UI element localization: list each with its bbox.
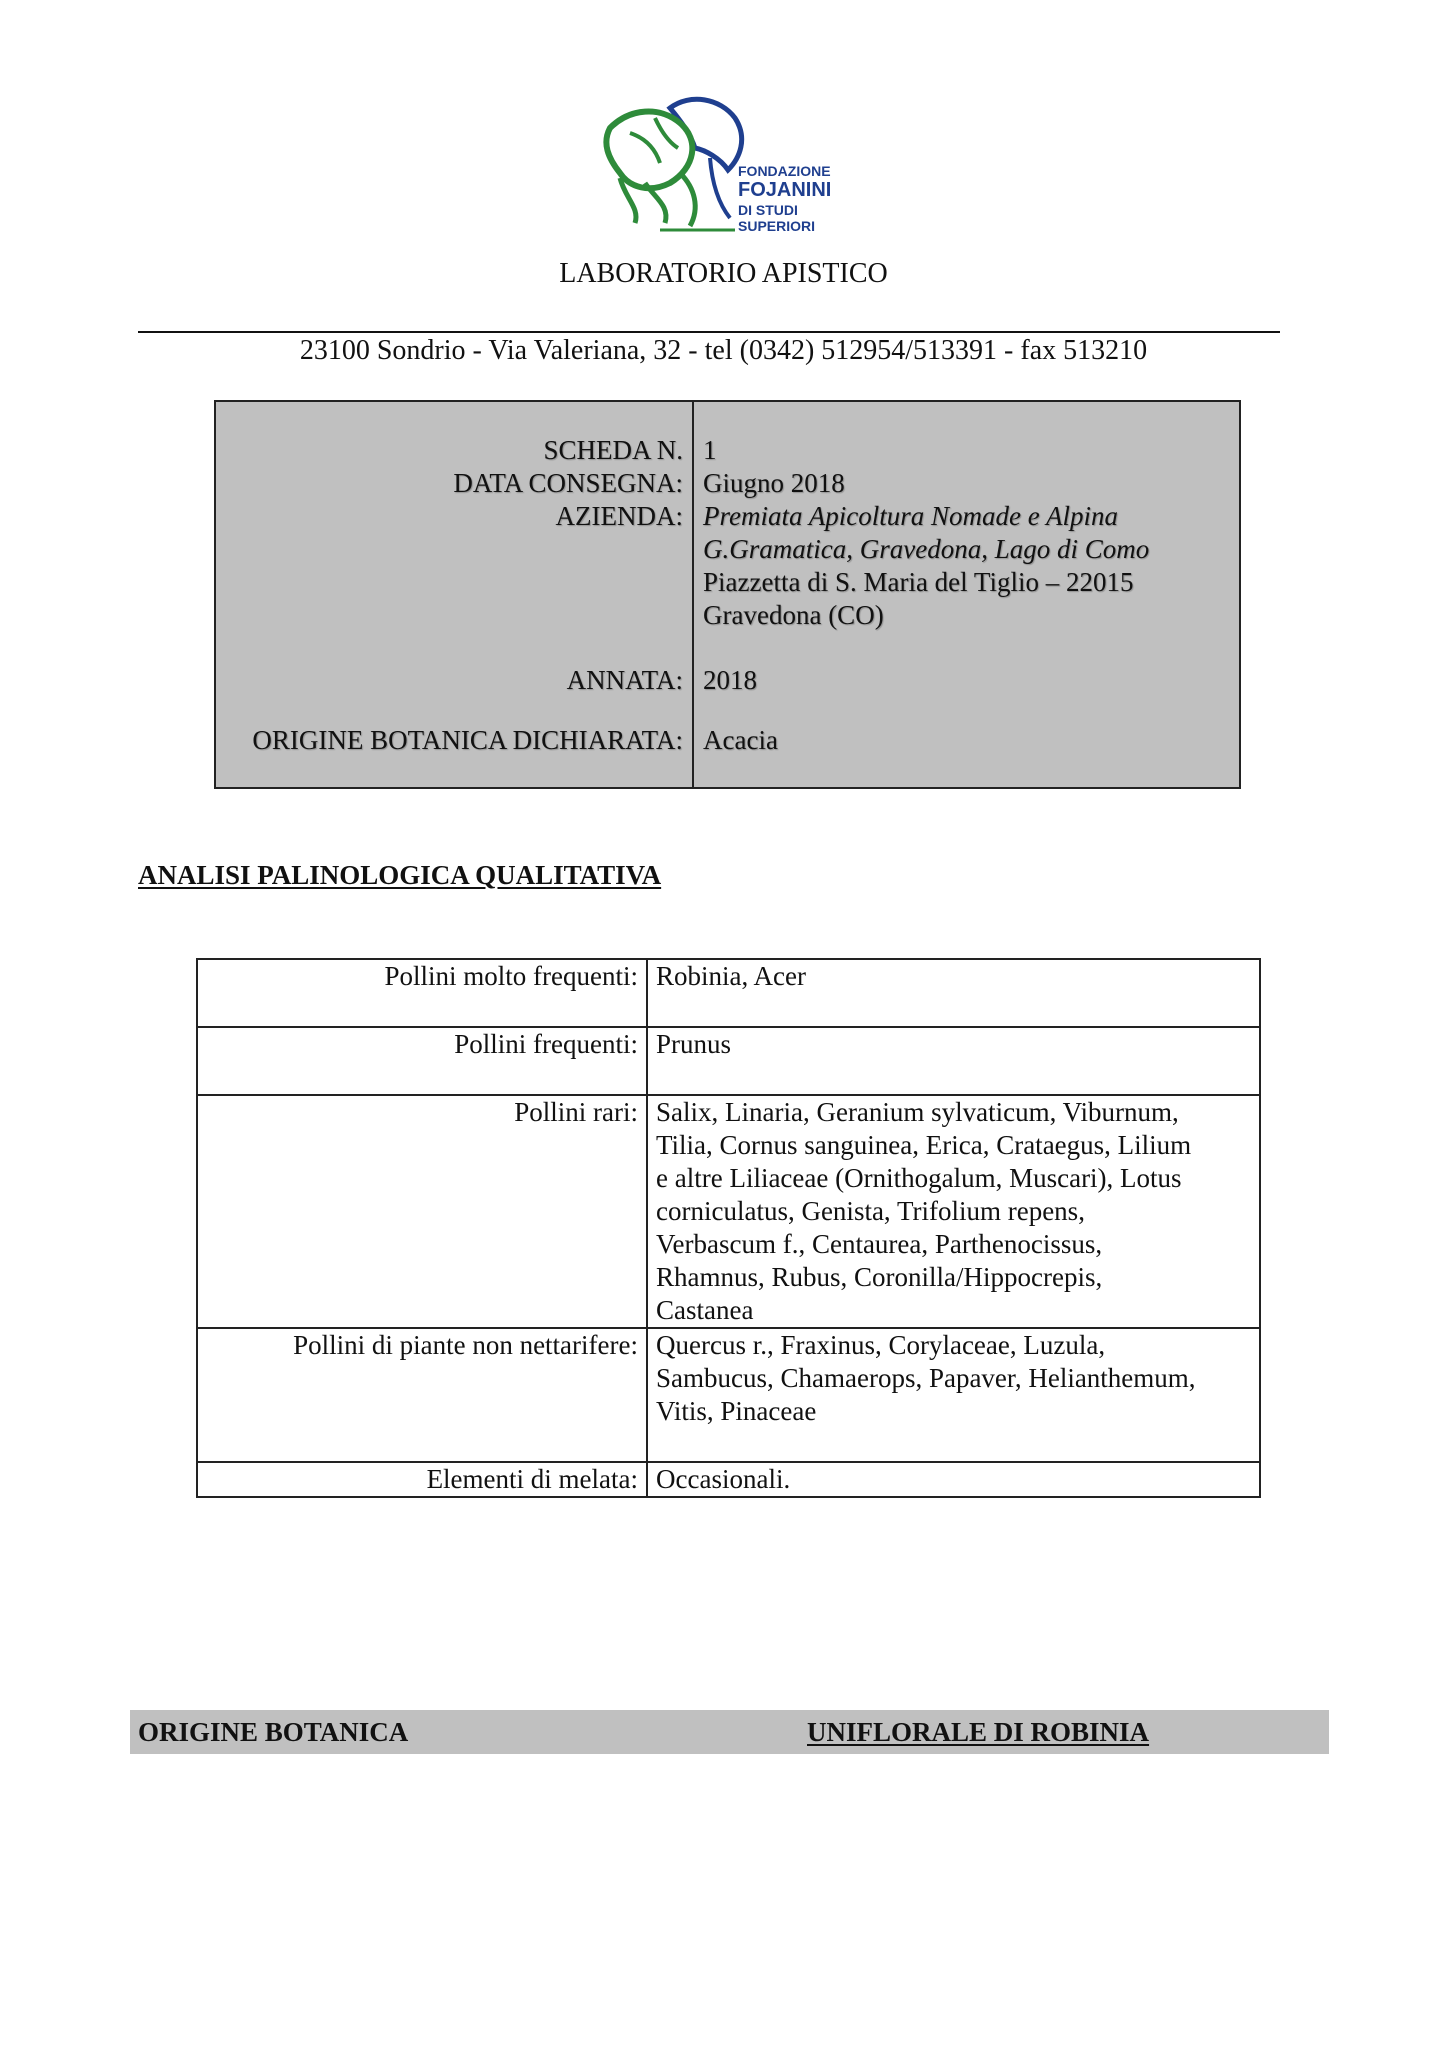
botanical-origin-label: ORIGINE BOTANICA [138, 1717, 409, 1747]
fondazione-logo [600, 88, 860, 238]
azienda-line2: G.Gramatica, Gravedona, Lago di Como [703, 534, 1150, 564]
pollen-value-line: Rhamnus, Rubus, Coronilla/Hippocrepis, [656, 1262, 1103, 1292]
pollen-value-line: Vitis, Pinaceae [656, 1396, 817, 1426]
annata-label: ANNATA: [566, 665, 683, 695]
azienda-line4: Gravedona (CO) [703, 600, 884, 630]
pollen-row-label: Pollini rari: [197, 1095, 647, 1328]
pollen-row-label: Pollini frequenti: [197, 1027, 647, 1095]
sample-info-box [214, 400, 1241, 789]
table-row [197, 1095, 1260, 1328]
botanical-origin-value: UNIFLORALE DI ROBINIA [807, 1717, 1150, 1747]
pollen-value-line: Sambucus, Chamaerops, Papaver, Helianthemum, [656, 1363, 1196, 1393]
pollen-value-line: Tilia, Cornus sanguinea, Erica, Crataegus, Lilium [656, 1130, 1192, 1160]
logo-org-line1: FONDAZIONE [738, 163, 831, 179]
logo-org-line3: DI STUDI [738, 202, 798, 218]
pollen-row-value [647, 1095, 1260, 1328]
table-row [197, 1462, 1260, 1497]
pollen-value-line: Verbascum f., Centaurea, Parthenocissus, [656, 1229, 1103, 1259]
table-row [197, 1328, 1260, 1462]
pollen-value-line: Prunus [656, 1029, 732, 1059]
pollen-value-line: Robinia, Acer [656, 961, 806, 991]
pollen-row-value [647, 1328, 1260, 1462]
botanical-origin-band [130, 1710, 1329, 1754]
pollen-value-line: Quercus r., Fraxinus, Corylaceae, Luzula, [656, 1330, 1106, 1360]
pollen-value-line: e altre Liliaceae (Ornithogalum, Muscari), Lotus [656, 1163, 1182, 1193]
pollen-table [196, 958, 1261, 1498]
scheda-label: SCHEDA N. [543, 435, 683, 465]
lab-address: 23100 Sondrio - Via Valeriana, 32 - tel (0342) 512954/513391 - fax 513210 [299, 335, 1148, 366]
origine-dichiarata-value: Acacia [703, 725, 778, 755]
azienda-label: AZIENDA: [555, 501, 683, 531]
pollen-value-line: Salix, Linaria, Geranium sylvaticum, Viburnum, [656, 1097, 1179, 1127]
pollen-row-label: Elementi di melata: [197, 1462, 647, 1497]
table-row [197, 1027, 1260, 1095]
table-row [197, 959, 1260, 1027]
scheda-value: 1 [703, 435, 717, 465]
pollen-row-label: Pollini di piante non nettarifere: [197, 1328, 647, 1462]
azienda-line3: Piazzetta di S. Maria del Tiglio – 22015 [703, 567, 1134, 597]
pollen-row-value [647, 959, 1260, 1027]
header-divider [138, 331, 1280, 333]
logo-org-line4: SUPERIORI [738, 218, 816, 234]
azienda-line1: Premiata Apicoltura Nomade e Alpina [703, 501, 1118, 531]
logo-org-line2: FOJANINI [738, 179, 832, 201]
pollen-value-line: Occasionali. [656, 1464, 791, 1494]
pollen-value-line: Castanea [656, 1295, 754, 1325]
pollen-row-label: Pollini molto frequenti: [197, 959, 647, 1027]
origine-dichiarata-label: ORIGINE BOTANICA DICHIARATA: [252, 725, 683, 755]
analysis-heading: ANALISI PALINOLOGICA QUALITATIVA [138, 860, 662, 890]
pollen-value-line: corniculatus, Genista, Trifolium repens, [656, 1196, 1085, 1226]
info-box-divider [692, 402, 694, 787]
annata-value: 2018 [703, 665, 757, 695]
consegna-value: Giugno 2018 [703, 468, 845, 498]
pollen-row-value [647, 1027, 1260, 1095]
consegna-label: DATA CONSEGNA: [453, 468, 683, 498]
vine-leaf-icon [600, 88, 750, 238]
lab-title: LABORATORIO APISTICO [559, 258, 888, 289]
pollen-row-value [647, 1462, 1260, 1497]
